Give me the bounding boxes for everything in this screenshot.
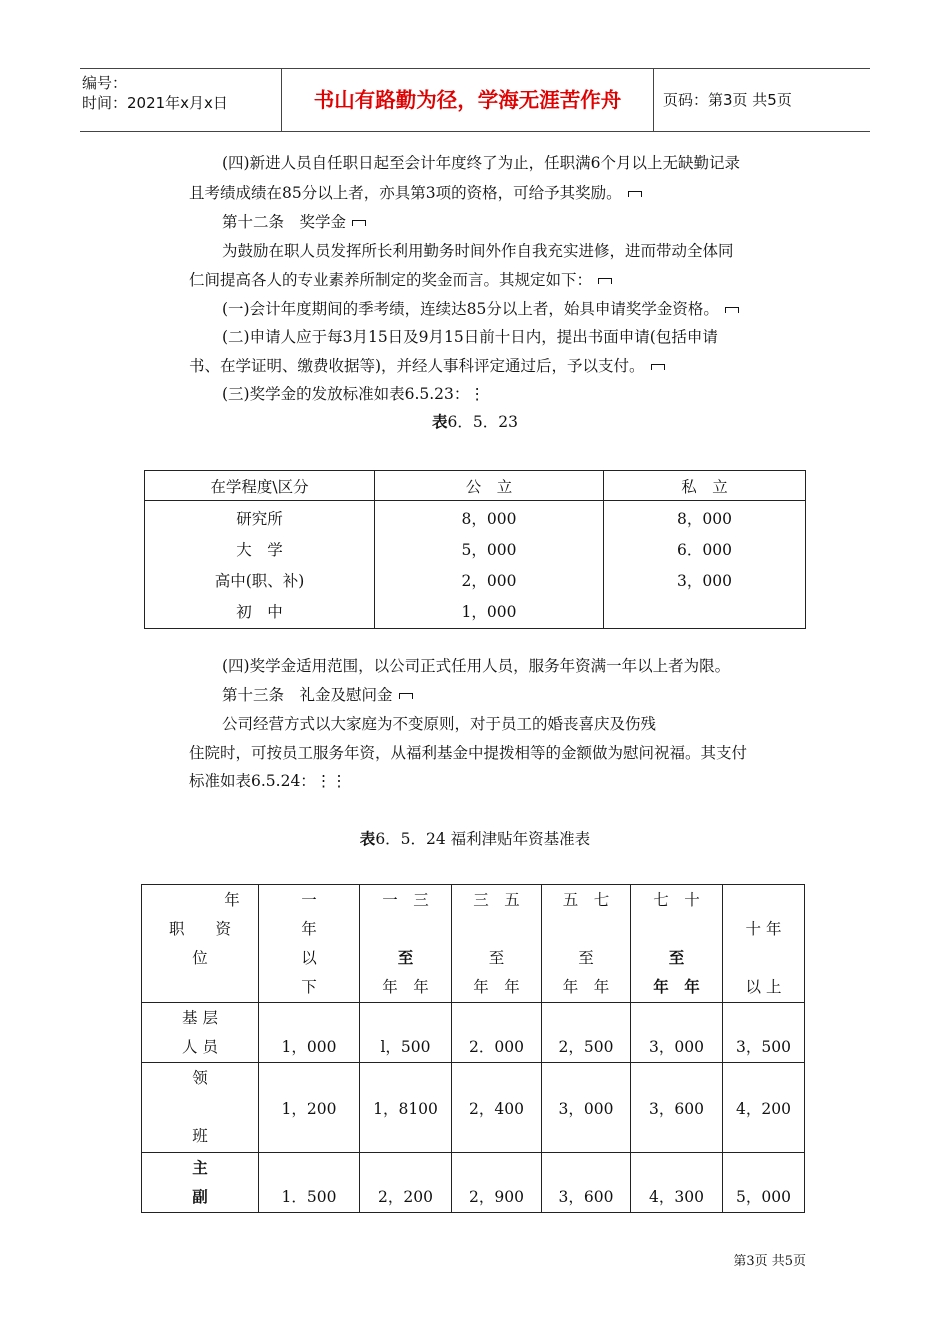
table2-value: 3，600 — [542, 1153, 631, 1213]
table2-value: 2，200 — [360, 1153, 452, 1213]
table1-level: 初 中 — [236, 603, 283, 621]
table2-row-label-line: 班 — [192, 1127, 208, 1145]
table2-corner-line: 位 — [192, 948, 208, 967]
table2-value: 3，500 — [723, 1003, 805, 1063]
table2-col-header-line: 三 五 — [473, 890, 520, 909]
table2-value: 5，000 — [723, 1153, 805, 1213]
paragraph: 公司经营方式以大家庭为不变原则，对于员工的婚丧喜庆及伤残 — [222, 715, 657, 733]
paragraph: (一)会计年度期间的季考绩，连续达85分以上者，始具申请奖学金资格。 — [222, 297, 739, 319]
table1-caption: 表6．5．23 — [432, 413, 518, 431]
table2-value: 2．000 — [452, 1003, 542, 1063]
paragraph: 住院时，可按员工服务年资，从福利基金中提拨相等的金额做为慰问祝福。其支付 — [189, 744, 748, 762]
table1-private-value: 8，000 — [677, 510, 732, 528]
paragraph: (三)奖学金的发放标准如表6.5.23：⋮ — [222, 385, 485, 403]
table2-value: 3，000 — [542, 1063, 631, 1153]
table2-col-header-line: 下 — [301, 977, 317, 996]
table2-col-header-line: 至 — [578, 948, 594, 967]
table2-value: 2，400 — [452, 1063, 542, 1153]
paragraph: 书、在学证明、缴费收据等)，并经人事科评定通过后，予以支付。 — [189, 354, 665, 376]
table2-row-label-line: 基 层 — [182, 1008, 218, 1027]
table2-col-header-line: 五 七 — [562, 890, 610, 909]
paragraph: (四)新进人员自任职日起至会计年度终了为止，任职满6个月以上无缺勤记录 — [222, 154, 740, 172]
table2-value: 3，000 — [631, 1003, 723, 1063]
table1-public-value: 1，000 — [461, 603, 517, 621]
table2-col-header-line: 年 — [301, 919, 317, 938]
welfare-allowance-table — [141, 884, 805, 1213]
table2-col-header-line: 年 年 — [562, 977, 610, 996]
table1-private-value: 6．000 — [677, 541, 732, 559]
table2-caption: 表6．5．24 福利津贴年资基准表 — [359, 830, 591, 848]
table2-row-label — [142, 1153, 259, 1213]
paragraph: (二)申请人应于每3月15日及9月15日前十日内，提出书面申请(包括申请 — [222, 328, 718, 346]
scholarship-table — [144, 470, 806, 629]
table2-value: 1，200 — [259, 1063, 360, 1153]
paragraph: 标准如表6.5.24：⋮⋮ — [189, 772, 347, 790]
table1-header-private: 私 立 — [604, 471, 806, 501]
table1-public-value: 2，000 — [461, 572, 517, 590]
table2-corner-line: 年 — [224, 890, 240, 909]
table-row — [142, 1003, 805, 1063]
table2-col-header-line: 十 年 — [745, 919, 782, 938]
section-heading: 第十二条 奖学金 — [222, 210, 366, 232]
table1-public-cell — [375, 501, 604, 629]
paragraph-mark-icon — [352, 220, 366, 226]
table-row — [142, 1063, 805, 1153]
paragraph-mark-icon — [628, 191, 642, 197]
paragraph-mark-icon — [651, 364, 665, 370]
table2-col-header-line: 以 — [301, 948, 317, 967]
table2-row-label — [142, 1003, 259, 1063]
table2-value: 2，900 — [452, 1153, 542, 1213]
page-header — [80, 68, 870, 132]
table1-levels-cell — [145, 501, 375, 629]
table2-col-header-line: 年 年 — [653, 977, 700, 996]
table2-value: 1，8100 — [360, 1063, 452, 1153]
table2-col-header-line: 至 — [488, 948, 505, 967]
table1-level: 大 学 — [236, 541, 283, 559]
paragraph-mark-icon — [598, 278, 612, 284]
header-motto: 书山有路勤为径，学海无涯苦作舟 — [282, 69, 654, 131]
paragraph: 且考绩成绩在85分以上者，亦具第3项的资格，可给予其奖励。 — [189, 181, 642, 203]
table2-col-header — [259, 885, 360, 1003]
table2-col-header-line: 一 三 — [382, 890, 429, 909]
table2-col-header-line: 至 — [668, 948, 685, 967]
table2-row-label-line: 主 — [192, 1158, 208, 1177]
table2-col-header — [452, 885, 542, 1003]
page-footer: 第3页 共5页 — [733, 1254, 806, 1269]
table2-row-label-line: 副 — [192, 1187, 208, 1206]
table2-value: 1．500 — [259, 1153, 360, 1213]
table2-col-header-line: 至 — [397, 948, 414, 967]
table2-value: 4，200 — [723, 1063, 805, 1153]
table2-col-header — [542, 885, 631, 1003]
table2-value: 1，000 — [259, 1003, 360, 1063]
table2-col-header-line: 七 十 — [653, 890, 700, 909]
table1-private-value: 3，000 — [677, 572, 732, 590]
table1-level: 研究所 — [236, 510, 283, 528]
table2-row-label-line: 人 员 — [182, 1037, 218, 1056]
paragraph-mark-icon — [399, 693, 413, 699]
table1-public-value: 8，000 — [461, 510, 517, 528]
table2-col-header-line: 年 年 — [382, 977, 429, 996]
table2-row-label-line: 领 — [192, 1069, 208, 1087]
paragraph: 为鼓励在职人员发挥所长利用勤务时间外作自我充实进修，进而带动全体同 — [222, 242, 734, 260]
table1-header-level: 在学程度\区分 — [145, 471, 375, 501]
header-meta — [80, 69, 282, 131]
table1-level: 高中(职、补) — [214, 572, 305, 590]
table2-row-label — [142, 1063, 259, 1153]
table2-col-header-line: 年 年 — [473, 977, 520, 996]
table2-corner-line: 职 资 — [168, 919, 231, 938]
table2-value: 4，300 — [631, 1153, 723, 1213]
table2-col-header — [723, 885, 805, 1003]
table2-col-header-line: 以 上 — [745, 977, 782, 996]
table2-corner-header — [142, 885, 259, 1003]
table2-col-header — [631, 885, 723, 1003]
paragraph-mark-icon — [725, 307, 739, 313]
section-heading: 第十三条 礼金及慰问金 — [222, 683, 413, 705]
table-row — [142, 1153, 805, 1213]
table1-public-value: 5，000 — [461, 541, 517, 559]
table2-col-header — [360, 885, 452, 1003]
table2-value: 3，600 — [631, 1063, 723, 1153]
table2-value: 2，500 — [542, 1003, 631, 1063]
table2-col-header-line: 一 — [301, 890, 317, 909]
table2-value: l，500 — [360, 1003, 452, 1063]
header-page-number: 页码：第3页 共5页 — [663, 91, 792, 109]
table1-private-cell — [604, 501, 806, 629]
paragraph: 仁间提高各人的专业素养所制定的奖金而言。其规定如下： — [189, 268, 612, 290]
table1-header-public: 公 立 — [375, 471, 604, 501]
doc-date-label: 时间：2021年x月x日 — [82, 94, 228, 112]
doc-number-label: 编号： — [82, 74, 128, 92]
paragraph: (四)奖学金适用范围，以公司正式任用人员，服务年资满一年以上者为限。 — [222, 657, 731, 675]
